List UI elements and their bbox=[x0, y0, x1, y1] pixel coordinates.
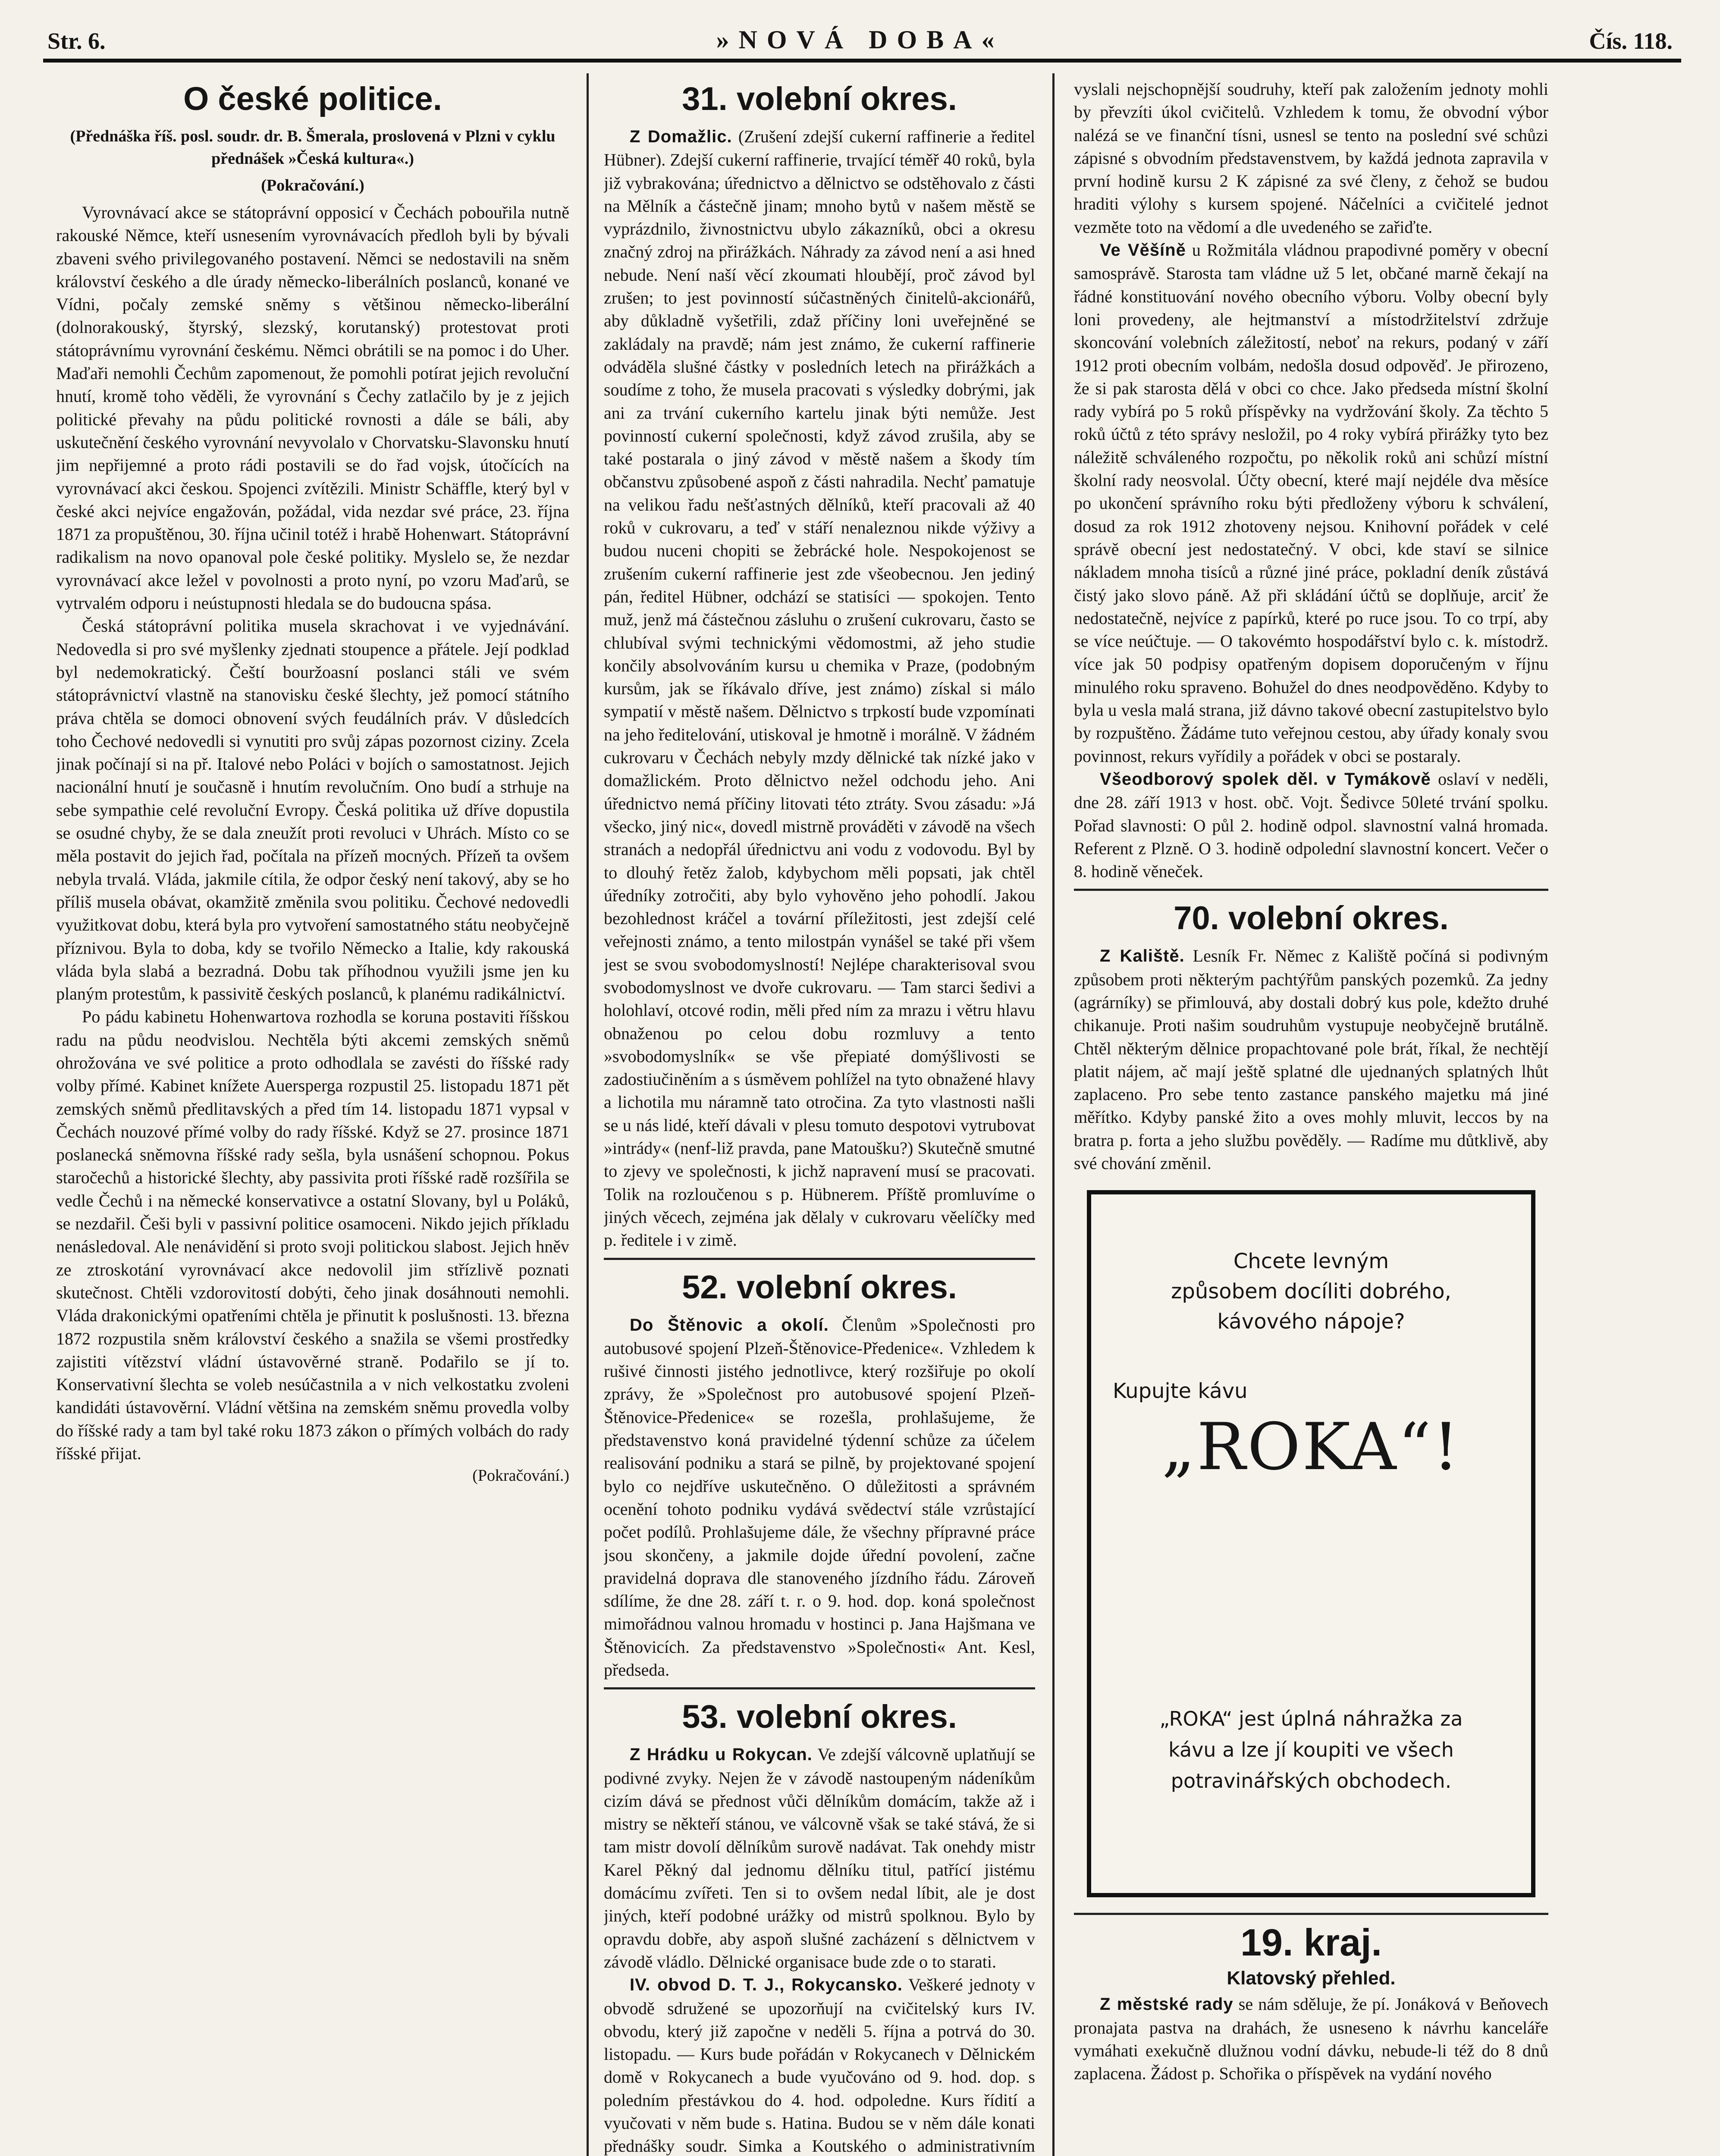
section-separator bbox=[1074, 889, 1548, 891]
ad-line: kávu a lze jí koupiti ve všech bbox=[1168, 1738, 1454, 1762]
region-subtitle: Klatovský přehled. bbox=[1227, 1968, 1396, 1989]
ad-headline bbox=[1091, 1246, 1531, 1337]
news-place: Všeodborový spolek děl. v Tymákově bbox=[1100, 769, 1431, 789]
news-item bbox=[1074, 1993, 1548, 2085]
article-paragraph: Po pádu kabinetu Hohenwartova rozhodla se koruna postaviti říšskou radu na půdu neodvislou. Nechtěla býti akcemi zemských sněmů ohrožována ve své politice a proto odhodlala se zavésti do říšské rady volby přímé. Kabinet knížete Auersperga rozpustil 25. listopadu 1871 pět zemských sněmů předlitavských a před tím 14. listopadu 1871 vypsal v Čechách nouzové přímé volby do rady říšské. Když se 27. prosince 1871 poslanecká sněmovna říšské rady sešla, byla usnášení schopnou. Pokus staročechů a historické šlechty, aby passivita proti říšské radě rozšířila se vedle Čechů i na německé konservativce a ostatní Slovany, byl u Poláků, se nezdařil. Češi byli v passivní politice osamoceni. Nikdo jejich příkladu nenásledoval. Ale nenávidění si proto svoji politickou slabost. Jejich hněv ze ztroskotání vyrovnávací akce nedovolil jim střízlivě poznati skutečnost. Chtěli vzdorovitostí dobýti, čeho jinak dosáhnouti nemohli. Vláda drakonickými opatřeními chtěla je přinutit k poslušnosti. 13. března 1872 rozpustila sněm království českého a snažila se všemi prostředky zajistiti vítězství vládní ústavověrné straně. Podařilo se jí to. Konservativní šlechta se voleb nesúčastnila a v nich velkostatku zvoleni kandidáti ústavověrní. Vládní většina na zemském sněmu provedla volby do říšské rady a tam byl také roku 1873 zákon o přímých volbách do rady říšské přijat. bbox=[56, 1007, 569, 1463]
article-paragraph: Vyrovnávací akce se státoprávní opposicí v Čechách pobouřila nutně rakouské Němce, kteří usnesením vyrovnávacích předloh byli by bývali zbaveni svého privilegovaného postavení. Němci se nedostavili na sněm království českého a dle úrady německo-liberálních poslanců, konané ve Vídni, počaly zemské sněmy s většinou německo-liberální (dolnorakouský, štyrský, slezský, korutanský) protestovat proti státoprávnímu vyrovnání českému. Němci obrátili se na pomoc i do Uher. Maďaři nemohli Čechům zapomenout, že pomohli potírat jejich revoluční hnutí, kromě toho věděli, že vyrovnání s Čechy zatlačilo by je z jejich politické převahy na půdu politické rovnosti a dále se báli, aby uskutečnění českého vyrovnání nevyvolalo v Chorvatsku-Slavonsku hnutí jim nepřijemné a proto rádi postavili se do řad vojsk, útočících na vyrovnávací akci českou. Spojenci zvítězili. Ministr Schäffle, který byl v české akci nejvíce engažován, požádal, vida nezdar své práce, 23. října 1871 za propuštěnou, 30. října učinil totéž i hrabě Hohenwart. Státoprávní radikalism na novo opanoval pole české politiky. Myslelo se, že nezdar vyrovnávací akce ležel v povolnosti a proto nyní, po vzoru Maďarů, se vytrvalém odporu i neústupnosti hledala se do budoucna spása. bbox=[56, 203, 569, 613]
continued-note: (Pokračování.) bbox=[261, 176, 364, 194]
news-text: (Zrušení zdejší cukerní raffinerie a ředitel Hübner). Zdejší cukerní raffinerie, trvající téměř 40 roků, byla již vybrakována; úřednictvo a dělnictvo se odstěhovalo z části na Mělník a částečně jinam; mnoho bytů v našem městě se vyprázdnilo, živnostnictvu ubylo zákazníků, obci a okresu značný zdroj na přirážkách. Náhrady za závod není a asi hned nebude. Není naší věcí zkoumati hloubějí, proč závod byl zrušen; to jest povinností súčastněných činitelů-akcionářů, aby důkladně vyšetřili, zdaž příčiny loni uveřejněné se zakládaly na pravdě; nám jest známo, že cukerní raffinerie odváděla slušné částky v posledních letech na přirážkách a soudíme z toho, že musela pracovati s výsledky dobrými, jak ani za trvání cukerního kartelu jinak býti nemůže. Jest povinností cukerní společnosti, když závod zrušila, aby se také postarala o jiný závod v městě našem a škody tím občanstvu způsobené aspoň z části nahradila. Nechť pamatuje na velikou řadu nešťastných dělníků, kteří pracovali až 40 roků v cukrovaru, a teď v stáří nenaleznou nikde výživy a budou nuceni chopiti se žebrácké hole. Nespokojenost se zrušením cukerní raffinerie jest zde všeobecnou. Jen jediný pán, ředitel Hübner, odchází se statisíci — spokojen. Tento muž, jenž má částečnou zásluhu o zrušení cukrovaru, často se chlubíval svými technickými vědomostmi, až jeho studie končily absolvováním kursu u chemika v Praze, (podobným kursům, jak se říkávalo dříve, jest známo) získal si málo sympatií v městě našem. Dělnictvo s trpkostí bude vzpomínati na jeho ředitelování, utiskoval je hmotně i morálně. V žádném cukrovaru v Čechách nebyly mzdy dělnické tak nízké jako v domažlickém. Proto dělnictvo nežel odchodu jeho. Ani úřednictvo nemá příčiny litovati této ztráty. Svou zásadu: »Já všecko, jiný nic«, dovedl mistrně prováděti v závodě na všech stranách a nedopřál úřednictvu ani vodu z vodovodu. Byl by to dlouhý řetěz žalob, kdybychom měli popsati, jak chtěl úředníky zotročiti, aby bylo vyhověno jeho pohodlí. Jakou bezohlednost kráčel a tovární příležitosti, jest zdejší celé veřejnosti známo, a tento milostpán vynášel se také při všem jest se svou svobodomyslností! Nejlépe charakterisoval svou svobodomyslnost ve dvoře cukrovaru. — Tam starci šedivi a holohlaví, otcové rodin, měli před ním za mrazu i větru hlavu obnaženou po celou dobu rozmluvy a tento »svobodomyslník« se vše přepiaté domýšlivosti se zadostiučiněním a s úsměvem pohlížel na tyto obnažené hlavy a lichotila mu náramně tato otročina. Za tyto vlastnosti našli se u nás lidé, kteří dávali v plesu tomuto despotovi vytrubovat »intrády« (nenf-liž pravda, pane Matoušku?) Skutečně smutné to zjevy ve společnosti, k jichž napravení musí se pracovati. Tolik na rozloučenou s p. Hübnerem. Příště promluvíme o jiných věcech, zejména jak dělaly v cukrovaru věelíčky med p. ředitele i v zimě. bbox=[604, 127, 1035, 1250]
news-item bbox=[1074, 768, 1548, 883]
news-text: oslaví v neděli, dne 28. září 1913 v host. obč. Vojt. Šedivce 50leté trvání spolku. Pořad slavnosti: O půl 2. hodině odpol. slavnostní valná hromada. Referent z Plzně. O 3. hodině odpolední slavnostní koncert. Večer o 8. hodině věneček. bbox=[1074, 769, 1548, 881]
article-paragraph: Česká státoprávní politika musela skrachovat i ve vyjednávání. Nedovedla si pro své myšlenky zjednati stoupence a přátele. Její podklad byl nedemokratický. Čeští bouržoasní poslanci stáli ve svém státoprávnictví vlastně na stanovisku české šlechty, jež pomocí státního práva chtěla se domoci obnovení svých feudálních práv. V důsledcích toho Čechové nedovedli si vynutiti pro svůj zápas pozornost ciziny. Zcela jinak počínají si na př. Italové nebo Poláci v bojích o samostatnost. Jejich nacionální hnutí je současně i hnutím revolučním. Ono budí a strhuje na sebe sympathie celé revoluční Evropy. Česká politika už dříve dopustila se osudné chyby, že se dala zneužít proti revoluci v Uhrách. Místo co se měla postavit do jejich řad, počítala na přízeň mocných. Přízeň ta ovšem nebyla trvalá. Vláda, jakmile cítila, že odpor český není takový, aby se ho příliš musela obávat, okamžitě změnila svou politiku. Čechové nedovedli využitkovat dobu, která byla pro vytvoření samostatného státu neobyčejně příznivou. Byla to doba, kdy se tvořilo Německo a Italie, kdy rakouská vláda byla slabá a bezradná. Dobu tak příhodnou využili jsme jen ku planým protestům, k passivitě českých poslanců, k planému radikálnictví. bbox=[56, 616, 569, 1004]
section-title-70: 70. volební okres. bbox=[1174, 900, 1449, 937]
news-item bbox=[604, 125, 1035, 1252]
news-place: IV. obvod D. T. J., Rokycansko. bbox=[630, 1975, 903, 1995]
section-separator bbox=[604, 1258, 1035, 1260]
news-text: Ve zdejší válcovně uplatňují se podivné zvyky. Nejen že v závodě nastoupeným nádeníkům cizím dává se přednost vůči dělníkům domácím, takže až i mistry se někteří stánou, ve válcovně však se také stává, že si tam mistr dovolí dělníkům surově nadávat. Tak onehdy mistr Karel Pěkný dal jednomu dělníku titul, patřící jistému domácímu zvířeti. Ten si to ovšem nedal líbit, ale je dost jiných, kteří podobné urážky od mistrů spolknou. Bylo by opravdu dobře, aby aspoň slušné zacházení s dělnictvem v závodě vládlo. Dělnické organisace bude zde o to starati. bbox=[604, 1745, 1035, 1971]
to-be-continued: (Pokračování.) bbox=[472, 1467, 569, 1485]
news-item bbox=[604, 1743, 1035, 1973]
ad-line: potravinářských obchodech. bbox=[1171, 1769, 1452, 1793]
column-divider bbox=[587, 73, 589, 2156]
section-title-52: 52. volební okres. bbox=[682, 1269, 957, 1306]
news-text: se nám sděluje, že pí. Jonáková v Beňovech pronajata pastva na drahách, že usneseno k návrhu kanceláře vymáhati exekučně dlužnou vodní dávku, nebude-li též do 8 dnů zaplacena. Žádost p. Schořika o příspěvek na vydání nového bbox=[1074, 1994, 1548, 2084]
column-2 bbox=[604, 78, 1035, 2156]
news-place: Z Domažlic. bbox=[630, 127, 732, 146]
section-title-53: 53. volební okres. bbox=[682, 1698, 957, 1736]
news-text: Členům »Společnosti pro autobusové spojení Plzeň-Štěnovice-Předenice«. Vzhledem k rušivé činnosti jistého jednotlivce, který rozšiřuje po okolí zprávy, že »Společnost pro autobusové spojení Plzeň-Štěnovice-Předenice« se rozešla, prohlašujeme, že představenstvo koná pravidelné týdenní schůze za účelem realisování podniku a stará se pilně, by projektované spojení bylo co nejdříve uskutečněno. O důležitosti a správném ocenění tohoto podniku vydává svědectví stále vzrůstající počet podílů. Prohlašujeme dále, že všechny přípravné práce jsou skončeny, a jakmile dojde úřední povolení, začne pravidelná doprava dle stanoveného jízdního řádu. Zároveň sdílíme, že dne 28. září t. r. o 9. hod. dop. koná společnost mimořádnou valnou hromadu v hostinci p. Jana Hajšmana ve Štěnovicích. Za představenstvo »Společnosti« Ant. Kesl, předseda. bbox=[604, 1315, 1035, 1680]
section-separator bbox=[604, 1687, 1035, 1689]
roka-coffee-advertisement bbox=[1087, 1190, 1535, 1897]
news-place: Z městské rady bbox=[1100, 1995, 1234, 2014]
news-text-continued: vyslali nejschopnější soudruhy, kteří pak založením jednoty mohli by převzíti úkol cvičitelů. Vzhledem k tomu, že obvodní výbor nalézá se ve finanční tísni, usnesl se tento na poslední své schůzi zápisné s obvodním představenstvem, by každá jednota zapravila v první hodině kursu 2 K zápisné za své členy, z čehož se budou hraditi výlohy s kursem spojené. Náčelníci a cvičitelé jednot vezměte toto na vědomí a dle uvedeného se zařiďte. bbox=[1074, 79, 1548, 237]
section-separator bbox=[1074, 1913, 1548, 1915]
ad-line: Chcete levným bbox=[1233, 1249, 1389, 1274]
news-item bbox=[604, 1313, 1035, 1682]
news-item bbox=[604, 1973, 1035, 2156]
news-place: Z Hrádku u Rokycan. bbox=[630, 1745, 813, 1764]
page-number: Str. 6. bbox=[47, 28, 106, 54]
ad-line: „ROKA“ jest úplná náhražka za bbox=[1159, 1707, 1463, 1731]
news-text: Lesník Fr. Němec z Kaliště počíná si podivným způsobem proti některým pachtýřům panských pozemků. Za jedny (agrárníky) se přimlouvá, aby dostali dobrý kus pole, kdežto druhé chikanuje. Proti našim soudruhům vystupuje neobyčejně brutálně. Chtěl některým dělnice propachtované pole brát, říkal, že nechtějí platit nájem, ač mají ještě splatné dle ujednaných splatných lhůt zaplaceno. Pro sebe tento zastance panského majetku má jiné měřítko. Kdyby panské žito a oves mohly mluvit, leccos by na bratra p. forta a jeho službu pověděly. — Radíme mu důtklivě, aby své chování změnil. bbox=[1074, 946, 1548, 1173]
ad-footer bbox=[1091, 1703, 1531, 1796]
ad-line: způsobem docíliti dobrého, bbox=[1171, 1279, 1451, 1304]
ad-brand-name: „ROKA“! bbox=[1161, 1410, 1461, 1485]
article-subtitle: (Přednáška říš. posl. soudr. dr. B. Šmerala, proslovená v Plzni v cyklu přednášek »Česká kultura«.) bbox=[70, 127, 556, 168]
news-item bbox=[1074, 238, 1548, 768]
issue-number: Čís. 118. bbox=[1589, 28, 1673, 54]
column-3 bbox=[1074, 78, 1548, 2156]
news-item bbox=[1074, 944, 1548, 1175]
column-divider bbox=[1052, 73, 1055, 2156]
ad-line: kávového nápoje? bbox=[1217, 1310, 1405, 1334]
article-title: O české politice. bbox=[183, 81, 442, 117]
news-text: u Rožmitála vládnou prapodivné poměry v obecní samosprávě. Starosta tam vládne už 5 let, občané marně čekají na řádné konstituování nového obecního výboru. Volby obecní byly loni provedeny, ale hejtmanství a místodržitelství zdržuje skoncování volebních záležitostí, neboť na rekurs, podaný v září 1912 proti obecním volbám, nedošla dosud odpověď. Je přirozeno, že si pak starosta dělá v obci co chce. Jako předseda místní školní rady vybírá po 5 roků příspěvky na vydržování školy. Za těchto 5 roků účtů z této správy nesložil, po 4 roky vybírá přirážky tyto bez náležitě schváleného rozpočtu, po několik roků ani schůzí místní školní rady neosvolal. Účty obecní, které mají nejdéle dva měsíce po ukončení správního roku býti předloženy výboru k schválení, dosud za rok 1912 zhotoveny nejsou. Knihovní pořádek v celé správě obecní jest nedostatečný. V obci, kde staví se silnice nákladem mnoha tisíců a různé jiné práce, pokladní deník zůstává čistý jako slovo páně. Až při skládání účtů se doplňuje, arciť že nedostatečně, nejvíce z papírků, které po ruce jsou. To co trpí, aby se více neúčtuje. — O takovémto hospodářství bylo c. k. místodrž. více jak 50 podpisy opatřeným dopisem doporučeným v říjnu minulého roku spraveno. Bohužel do dnes neodpověděno. Kdyby to byla u vesla malá strana, již dávno takové obecní zastupitelstvo bylo by rozpuštěno. Žádáme tuto veřejnou cestou, aby úřady konaly svou povinnost, rekurs vyřídily a pořádek v obci se postaraly. bbox=[1074, 240, 1548, 766]
column-1 bbox=[56, 78, 569, 2156]
news-place: Z Kaliště. bbox=[1100, 946, 1185, 966]
header-rule bbox=[43, 59, 1681, 63]
region-title: 19. kraj. bbox=[1240, 1921, 1382, 1964]
news-place: Ve Věšíně bbox=[1100, 241, 1186, 260]
masthead-title: »NOVÁ DOBA« bbox=[716, 25, 1004, 54]
news-text: Veškeré jednoty v obvodě sdružené se upozorňují na cvičitelský kurs IV. obvodu, který již započne v neděli 5. října a potrvá do 30. listopadu. — Kurs bude pořádán v Rokycanech v Dělnickém domě v Rokycanech a bude vyučováno od 9. hod. dop. s poledním přestávkou do 4. hod. odpoledne. Kurs řídití a vyučovati v něm bude s. Hatina. Budou se v něm dále konati přednášky soudr. Simka a Koutského o administrativním bbox=[604, 1975, 1035, 2156]
section-title-31: 31. volební okres. bbox=[682, 81, 957, 117]
news-place: Do Štěnovic a okolí. bbox=[630, 1315, 829, 1335]
ad-call-to-action: Kupujte kávu bbox=[1113, 1379, 1248, 1404]
